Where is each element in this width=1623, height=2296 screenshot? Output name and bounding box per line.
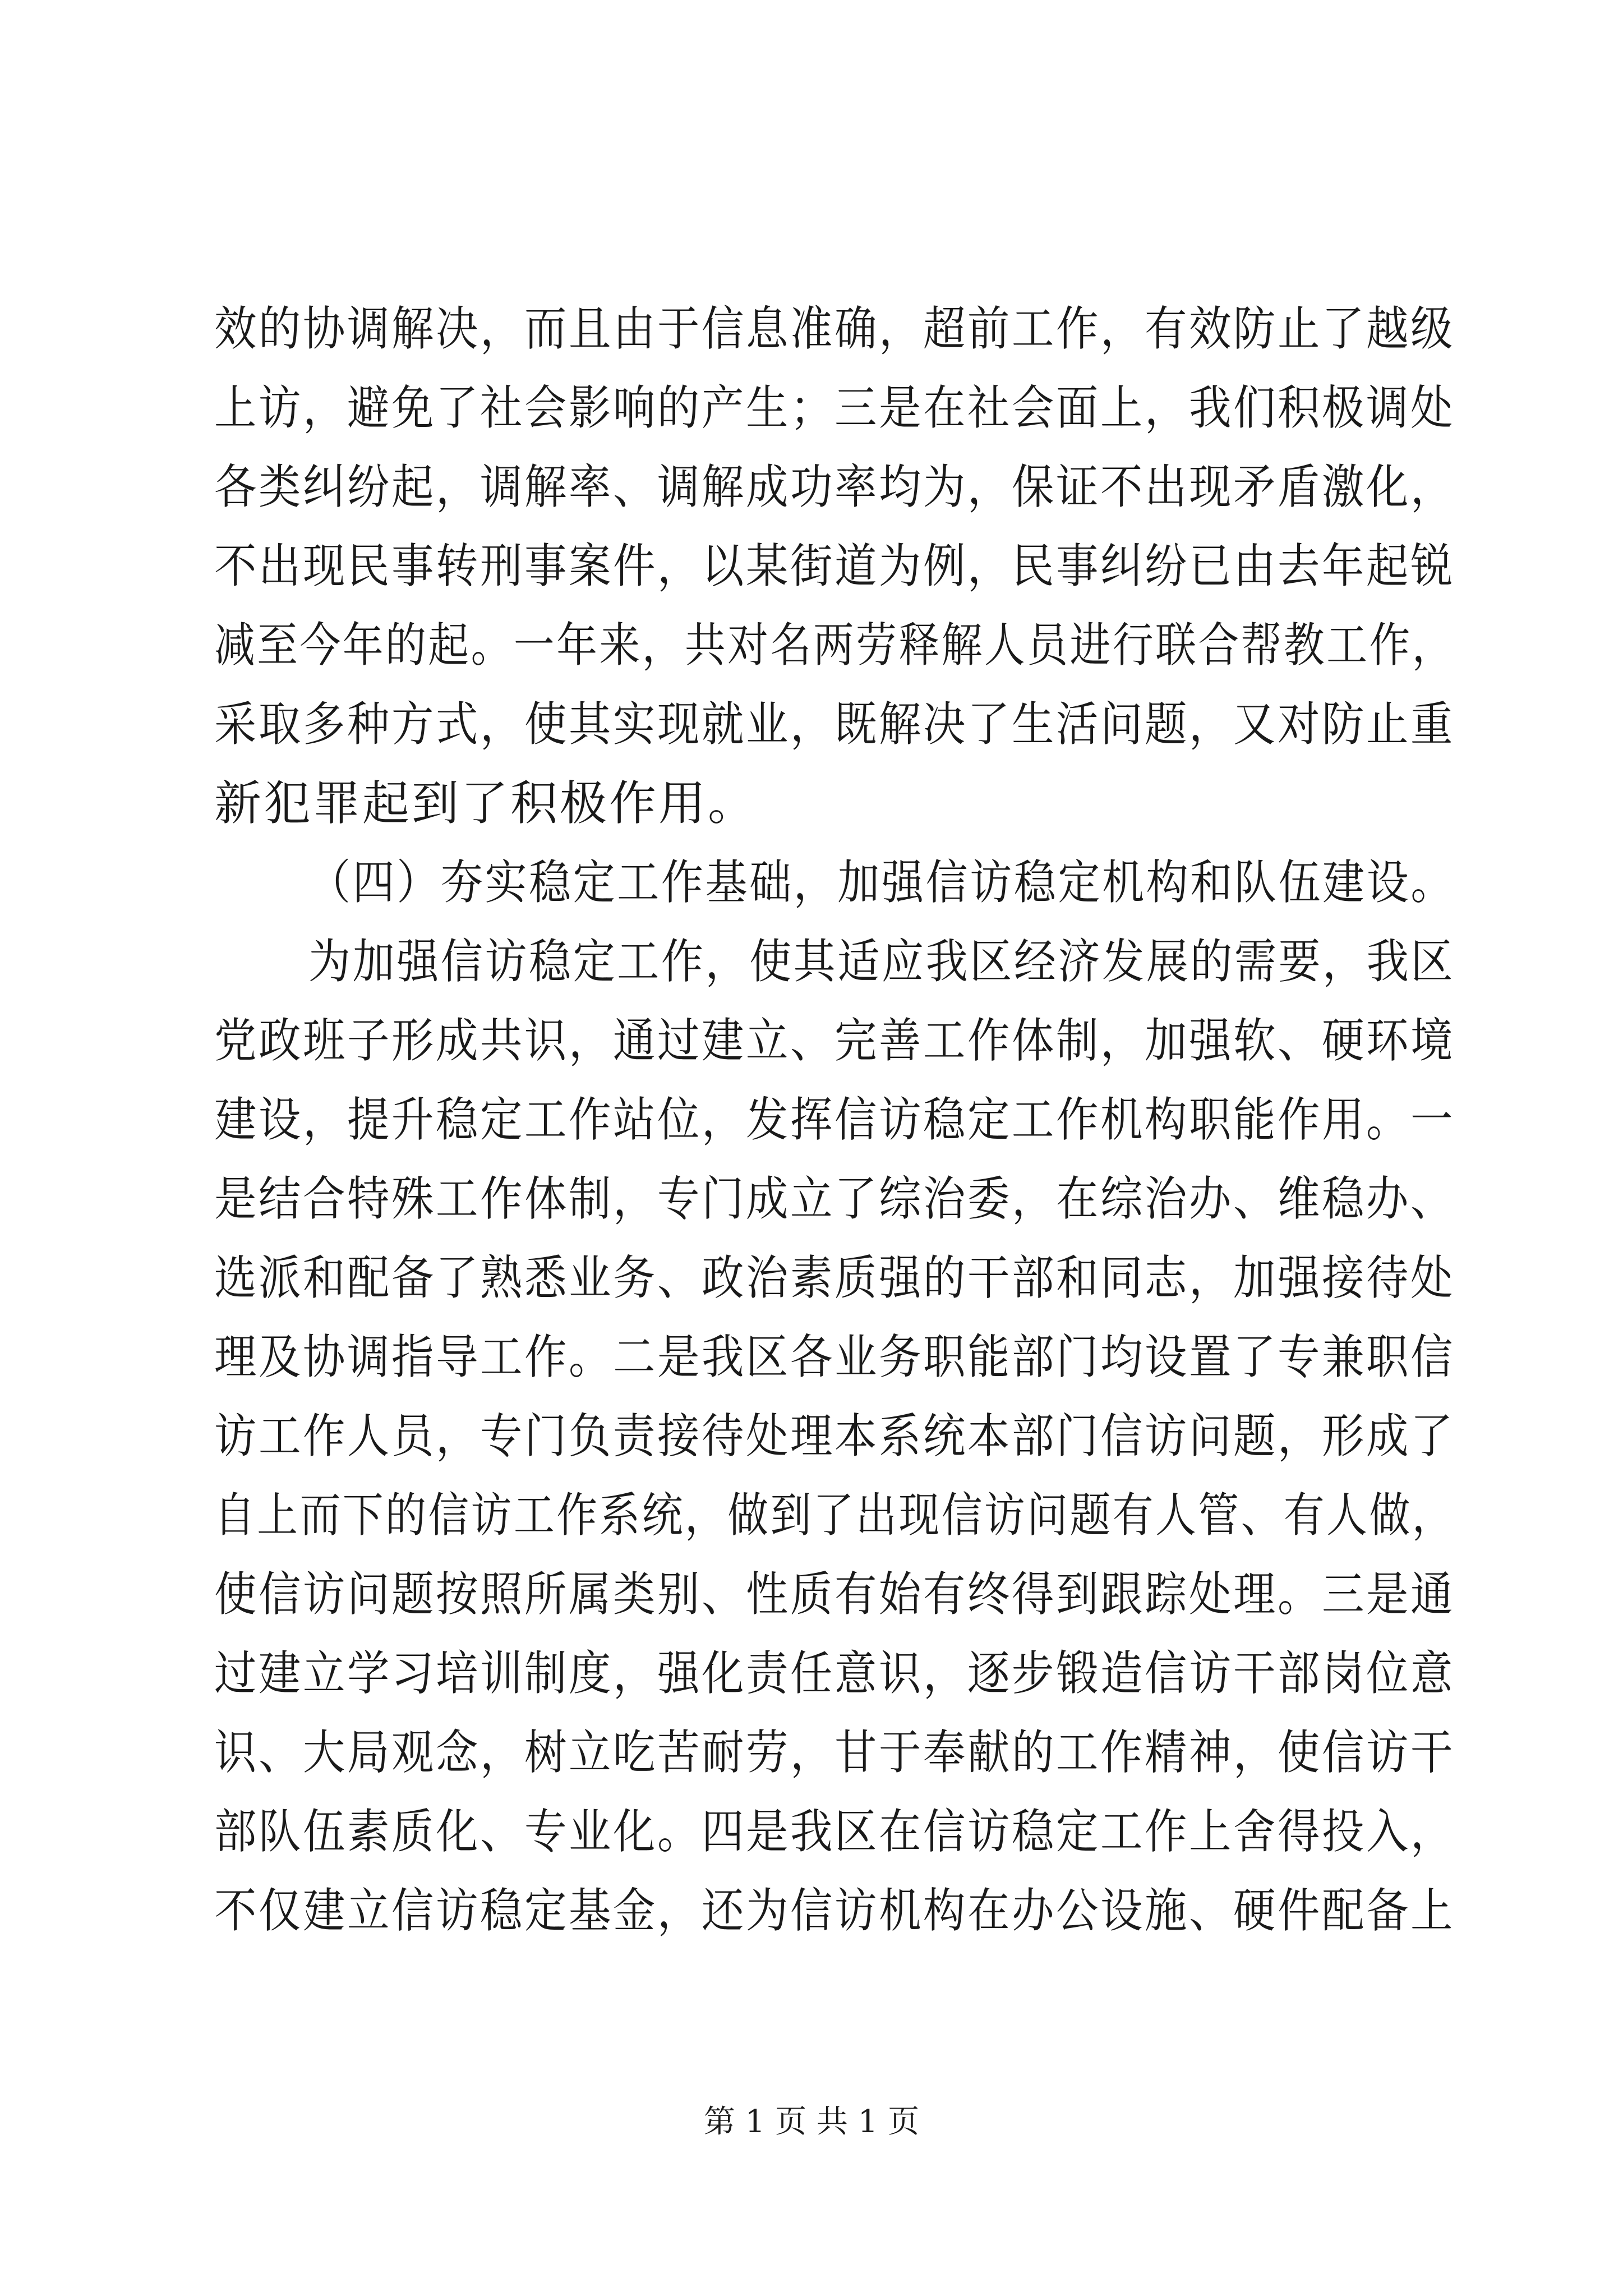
body-text-line: 采取多种方式，使其实现就业，既解决了生活问题，又对防止重	[214, 697, 1455, 752]
body-text-line: 效的协调解决，而且由于信息准确，超前工作，有效防止了越级	[214, 301, 1455, 356]
body-text-line: 不仅建立信访稳定基金，还为信访机构在办公设施、硬件配备上	[214, 1883, 1455, 1938]
body-text-line: 部队伍素质化、专业化。四是我区在信访稳定工作上舍得投入，	[214, 1804, 1455, 1859]
body-text-line: 新犯罪起到了积极作用。	[214, 776, 758, 831]
body-text-line: 理及协调指导工作。二是我区各业务职能部门均设置了专兼职信	[214, 1329, 1455, 1384]
body-text-line: 选派和配备了熟悉业务、政治素质强的干部和同志，加强接待处	[214, 1250, 1455, 1305]
body-text-line: 为加强信访稳定工作，使其适应我区经济发展的需要，我区	[308, 934, 1455, 989]
body-text-line: 党政班子形成共识，通过建立、完善工作体制，加强软、硬环境	[214, 1013, 1455, 1068]
page-footer: 第 1 页 共 1 页	[703, 2104, 920, 2140]
section-heading: （四）夯实稳定工作基础，加强信访稳定机构和队伍建设。	[308, 855, 1455, 910]
body-text-line: 各类纠纷起，调解率、调解成功率均为，保证不出现矛盾激化，	[214, 459, 1455, 514]
body-text-line: 是结合特殊工作体制，专门成立了综治委，在综治办、维稳办、	[214, 1171, 1455, 1226]
body-text-line: 使信访问题按照所属类别、性质有始有终得到跟踪处理。三是通	[214, 1567, 1455, 1622]
body-text-line: 自上而下的信访工作系统，做到了出现信访问题有人管、有人做，	[214, 1488, 1455, 1543]
body-text-line: 建设，提升稳定工作站位，发挥信访稳定工作机构职能作用。一	[214, 1092, 1455, 1147]
body-text-line: 减至今年的起。一年来，共对名两劳释解人员进行联合帮教工作，	[214, 618, 1455, 673]
body-text-line: 不出现民事转刑事案件，以某街道为例，民事纠纷已由去年起锐	[214, 539, 1455, 593]
body-text-line: 过建立学习培训制度，强化责任意识，逐步锻造信访干部岗位意	[214, 1646, 1455, 1701]
body-text-line: 识、大局观念，树立吃苦耐劳，甘于奉献的工作精神，使信访干	[214, 1725, 1455, 1780]
body-text-line: 访工作人员，专门负责接待处理本系统本部门信访问题，形成了	[214, 1409, 1455, 1464]
body-text-line: 上访，避免了社会影响的产生；三是在社会面上，我们积极调处	[214, 380, 1455, 435]
